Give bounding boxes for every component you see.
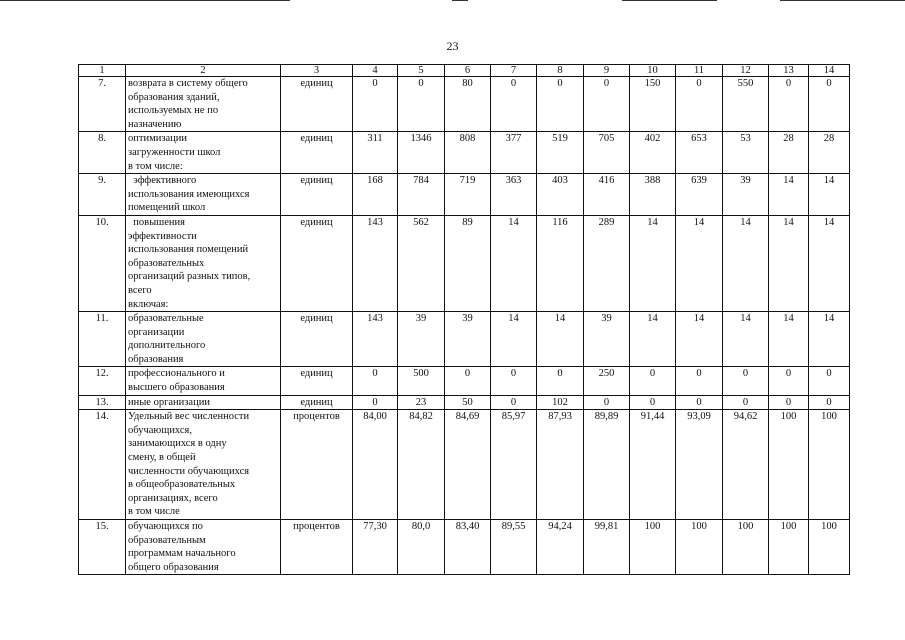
value-cell: 14 [809, 215, 850, 311]
value-cell: 143 [353, 215, 398, 311]
value-cell: 14 [491, 215, 537, 311]
value-cell: 0 [769, 77, 809, 132]
row-unit: единиц [281, 77, 353, 132]
value-cell: 23 [398, 395, 445, 410]
description-line: помещений школ [128, 202, 206, 214]
value-cell: 14 [630, 312, 676, 367]
description-line: программам начального [128, 548, 236, 560]
value-cell: 0 [769, 395, 809, 410]
scan-edge-line-center [452, 0, 468, 1]
value-cell: 14 [769, 174, 809, 216]
description-line: возврата в систему общего [128, 78, 248, 89]
row-unit: единиц [281, 174, 353, 216]
description-line: эффективного [128, 175, 197, 187]
description-line: занимающихся в одну [128, 438, 227, 450]
row-number: 7. [79, 77, 126, 132]
description-line: использования помещений [128, 244, 249, 256]
value-cell: 89,55 [491, 520, 537, 575]
row-number: 10. [79, 215, 126, 311]
value-cell: 377 [491, 132, 537, 174]
value-cell: 89 [445, 215, 491, 311]
value-cell: 143 [353, 312, 398, 367]
value-cell: 39 [398, 312, 445, 367]
row-description [126, 77, 281, 132]
column-header-11: 11 [676, 65, 723, 77]
description-line: профессионального и [128, 368, 225, 380]
value-cell: 150 [630, 77, 676, 132]
value-cell: 39 [584, 312, 630, 367]
value-cell: 289 [584, 215, 630, 311]
column-header-12: 12 [723, 65, 769, 77]
description-line: обучающихся, [128, 424, 192, 436]
description-line: образовательных [128, 257, 205, 269]
description-line: загруженности школ [128, 146, 221, 158]
description-line: в общеобразовательных [128, 479, 236, 491]
scan-edge-line-far-right [780, 0, 905, 1]
row-unit: единиц [281, 132, 353, 174]
value-cell: 14 [676, 215, 723, 311]
value-cell: 14 [809, 312, 850, 367]
row-number: 15. [79, 520, 126, 575]
row-unit: процентов [281, 520, 353, 575]
value-cell: 550 [723, 77, 769, 132]
value-cell: 14 [630, 215, 676, 311]
column-header-5: 5 [398, 65, 445, 77]
value-cell: 0 [398, 77, 445, 132]
description-line: в том числе [128, 506, 180, 518]
row-description [126, 367, 281, 395]
value-cell: 84,69 [445, 410, 491, 520]
column-header-1: 1 [79, 65, 126, 77]
row-description [126, 312, 281, 367]
column-header-2: 2 [126, 65, 281, 77]
value-cell: 402 [630, 132, 676, 174]
description-line: организации [128, 326, 185, 338]
value-cell: 39 [723, 174, 769, 216]
value-cell: 94,62 [723, 410, 769, 520]
description-line: включая: [128, 298, 169, 310]
value-cell: 28 [809, 132, 850, 174]
value-cell: 388 [630, 174, 676, 216]
scan-edge-line-right [622, 0, 717, 1]
data-table [78, 64, 850, 575]
value-cell: 53 [723, 132, 769, 174]
value-cell: 363 [491, 174, 537, 216]
table-row [79, 410, 850, 520]
table-row [79, 312, 850, 367]
value-cell: 0 [723, 395, 769, 410]
value-cell: 0 [537, 77, 584, 132]
value-cell: 0 [584, 77, 630, 132]
value-cell: 0 [676, 77, 723, 132]
value-cell: 80,0 [398, 520, 445, 575]
value-cell: 500 [398, 367, 445, 395]
value-cell: 250 [584, 367, 630, 395]
value-cell: 0 [491, 367, 537, 395]
value-cell: 100 [723, 520, 769, 575]
description-line: используемых не по [128, 105, 219, 117]
value-cell: 87,93 [537, 410, 584, 520]
value-cell: 39 [445, 312, 491, 367]
value-cell: 28 [769, 132, 809, 174]
table-row [79, 520, 850, 575]
description-line: организациях, всего [128, 492, 218, 504]
value-cell: 0 [353, 395, 398, 410]
description-line: образовательные [128, 313, 204, 325]
value-cell: 85,97 [491, 410, 537, 520]
column-header-8: 8 [537, 65, 584, 77]
value-cell: 0 [630, 367, 676, 395]
value-cell: 80 [445, 77, 491, 132]
row-description [126, 520, 281, 575]
description-line: иные организации [128, 396, 210, 408]
value-cell: 100 [769, 410, 809, 520]
row-description [126, 174, 281, 216]
description-line: смену, в общей [128, 452, 196, 464]
column-header-6: 6 [445, 65, 491, 77]
value-cell: 94,24 [537, 520, 584, 575]
value-cell: 14 [723, 312, 769, 367]
value-cell: 168 [353, 174, 398, 216]
value-cell: 100 [809, 520, 850, 575]
value-cell: 519 [537, 132, 584, 174]
column-number-header [79, 65, 850, 77]
value-cell: 102 [537, 395, 584, 410]
description-line: эффективности [128, 230, 197, 242]
value-cell: 0 [809, 367, 850, 395]
value-cell: 14 [723, 215, 769, 311]
value-cell: 311 [353, 132, 398, 174]
value-cell: 83,40 [445, 520, 491, 575]
value-cell: 0 [445, 367, 491, 395]
description-line: организаций разных типов, [128, 271, 251, 283]
row-number: 14. [79, 410, 126, 520]
description-line: оптимизации [128, 133, 188, 145]
value-cell: 14 [809, 174, 850, 216]
table-row [79, 215, 850, 311]
value-cell: 784 [398, 174, 445, 216]
value-cell: 705 [584, 132, 630, 174]
row-description [126, 410, 281, 520]
value-cell: 808 [445, 132, 491, 174]
row-number: 12. [79, 367, 126, 395]
row-number: 11. [79, 312, 126, 367]
value-cell: 0 [353, 77, 398, 132]
value-cell: 100 [676, 520, 723, 575]
value-cell: 100 [769, 520, 809, 575]
description-line: назначению [128, 118, 182, 130]
column-header-14: 14 [809, 65, 850, 77]
value-cell: 0 [630, 395, 676, 410]
value-cell: 100 [630, 520, 676, 575]
value-cell: 562 [398, 215, 445, 311]
value-cell: 0 [769, 367, 809, 395]
row-description [126, 395, 281, 410]
description-line: образования зданий, [128, 91, 220, 103]
column-header-7: 7 [491, 65, 537, 77]
value-cell: 0 [723, 367, 769, 395]
description-line: обучающихся по [128, 521, 203, 532]
value-cell: 1346 [398, 132, 445, 174]
value-cell: 0 [537, 367, 584, 395]
row-unit: единиц [281, 367, 353, 395]
row-unit: процентов [281, 410, 353, 520]
table-row [79, 367, 850, 395]
table-row [79, 174, 850, 216]
value-cell: 14 [769, 215, 809, 311]
value-cell: 91,44 [630, 410, 676, 520]
column-header-9: 9 [584, 65, 630, 77]
value-cell: 0 [584, 395, 630, 410]
column-header-3: 3 [281, 65, 353, 77]
value-cell: 89,89 [584, 410, 630, 520]
value-cell: 84,82 [398, 410, 445, 520]
row-unit: единиц [281, 215, 353, 311]
value-cell: 0 [491, 77, 537, 132]
value-cell: 0 [676, 367, 723, 395]
column-header-4: 4 [353, 65, 398, 77]
value-cell: 403 [537, 174, 584, 216]
value-cell: 0 [353, 367, 398, 395]
value-cell: 14 [769, 312, 809, 367]
description-line: использования имеющихся [128, 188, 250, 200]
description-line: образования [128, 353, 184, 365]
value-cell: 99,81 [584, 520, 630, 575]
description-line: образовательным [128, 534, 206, 546]
value-cell: 14 [537, 312, 584, 367]
value-cell: 100 [809, 410, 850, 520]
description-line: дополнительного [128, 340, 206, 352]
value-cell: 84,00 [353, 410, 398, 520]
value-cell: 0 [491, 395, 537, 410]
row-unit: единиц [281, 312, 353, 367]
page-number: 23 [446, 39, 459, 53]
value-cell: 116 [537, 215, 584, 311]
description-line: повышения [128, 216, 185, 228]
row-number: 9. [79, 174, 126, 216]
description-line: численности обучающихся [128, 465, 250, 477]
row-description [126, 132, 281, 174]
row-description [126, 215, 281, 311]
value-cell: 719 [445, 174, 491, 216]
value-cell: 14 [676, 312, 723, 367]
value-cell: 0 [809, 77, 850, 132]
value-cell: 93,09 [676, 410, 723, 520]
scan-edge-line-left [0, 0, 290, 1]
column-header-10: 10 [630, 65, 676, 77]
value-cell: 0 [676, 395, 723, 410]
value-cell: 0 [809, 395, 850, 410]
row-number: 8. [79, 132, 126, 174]
table-row [79, 77, 850, 132]
value-cell: 653 [676, 132, 723, 174]
row-number: 13. [79, 395, 126, 410]
value-cell: 639 [676, 174, 723, 216]
description-line: в том числе: [128, 160, 183, 172]
value-cell: 77,30 [353, 520, 398, 575]
value-cell: 50 [445, 395, 491, 410]
description-line: всего [128, 284, 152, 296]
table-row [79, 395, 850, 410]
column-header-13: 13 [769, 65, 809, 77]
description-line: общего образования [128, 561, 219, 573]
row-unit: единиц [281, 395, 353, 410]
description-line: высшего образования [128, 382, 225, 394]
table-row [79, 132, 850, 174]
description-line: Удельный вес численности [128, 411, 250, 423]
value-cell: 14 [491, 312, 537, 367]
value-cell: 416 [584, 174, 630, 216]
